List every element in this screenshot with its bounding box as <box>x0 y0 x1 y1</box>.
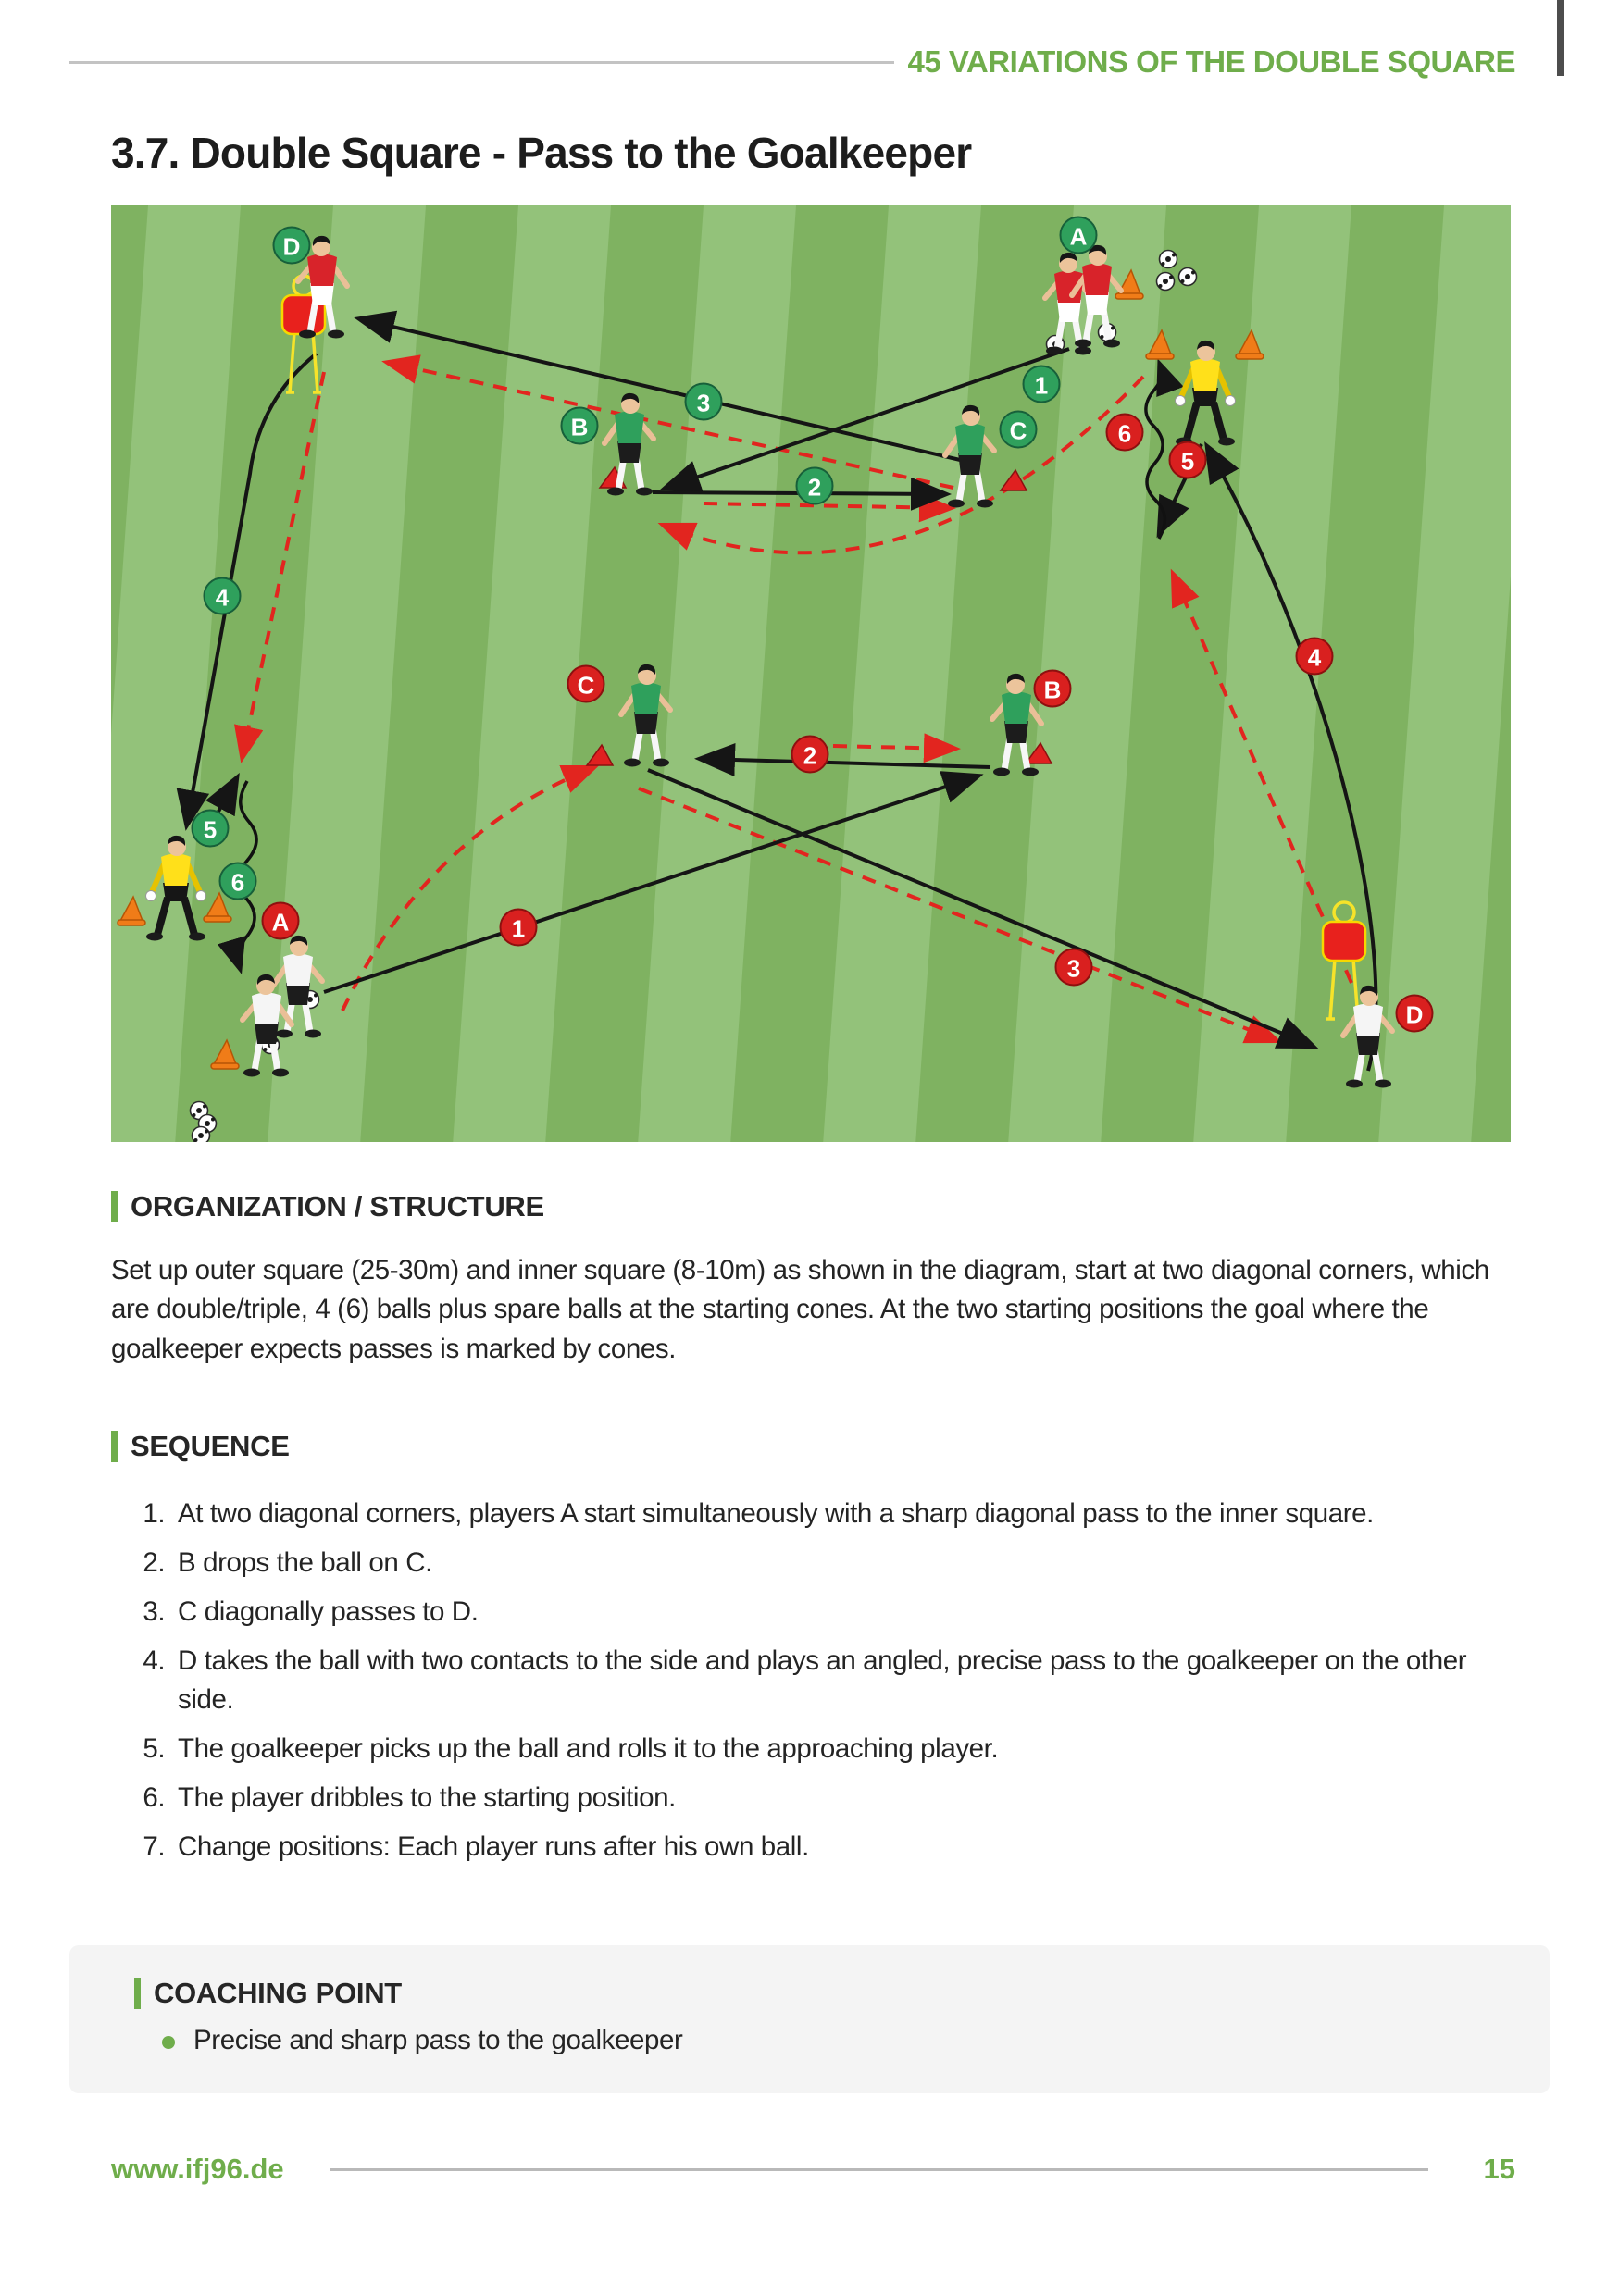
diagram-marker-red-A: A <box>262 902 300 940</box>
diagram-marker-green-A: A <box>1060 217 1098 254</box>
coaching-heading: COACHING POINT <box>154 1977 402 2010</box>
organization-body: Set up outer square (25-30m) and inner square (8-10m) as shown in the diagram, start at two diagonal corners, which are double/triple, 4 (6) balls plus spare balls at the starting cones. At the two starting positions the goal where the goalkeeper expects passes is marked by cones. <box>111 1255 1489 1364</box>
sequence-step: 6. The player dribbles to the starting position. <box>172 1779 1509 1818</box>
organization-heading-row <box>111 1190 1509 1223</box>
sequence-heading: SEQUENCE <box>131 1430 290 1463</box>
coaching-bullet <box>162 2025 1513 2056</box>
footer-rule <box>330 2168 1428 2171</box>
bullet-dot-icon <box>162 2036 175 2049</box>
page-title: 3.7. Double Square - Pass to the Goalkeeper <box>111 129 972 177</box>
pitch-background <box>111 205 1511 1142</box>
diagram-marker-red-D: D <box>1396 995 1434 1033</box>
diagram-marker-green-6: 6 <box>219 863 257 900</box>
footer-page-number: 15 <box>1483 2153 1515 2186</box>
footer-website: www.ifj96.de <box>111 2153 284 2186</box>
sequence-step: 2. B drops the ball on C. <box>172 1544 1509 1582</box>
coaching-heading-row <box>134 1977 1513 2010</box>
drill-diagram <box>111 205 1511 1142</box>
sequence-step: 4. D takes the ball with two contacts to the side and plays an angled, precise pass to the goalkeeper on the other side. <box>172 1642 1509 1719</box>
diagram-marker-red-3: 3 <box>1055 949 1093 987</box>
diagram-marker-green-C: C <box>1000 411 1038 449</box>
diagram-marker-red-5: 5 <box>1169 441 1207 479</box>
section-sequence <box>111 1430 1509 1866</box>
sequence-step: 7. Change positions: Each player runs after his own ball. <box>172 1828 1509 1867</box>
running-title: 45 VARIATIONS OF THE DOUBLE SQUARE <box>907 44 1515 79</box>
sequence-list <box>111 1495 1509 1866</box>
diagram-marker-green-4: 4 <box>204 577 242 615</box>
coaching-bullet-list <box>134 2025 1513 2056</box>
diagram-marker-red-B: B <box>1034 670 1072 708</box>
organization-heading: ORGANIZATION / STRUCTURE <box>131 1190 544 1222</box>
accent-bar <box>111 1191 118 1222</box>
page-header <box>0 0 1619 80</box>
diagram-marker-red-1: 1 <box>500 909 538 947</box>
coaching-bullet-text: Precise and sharp pass to the goalkeeper <box>193 2025 683 2056</box>
section-organization <box>111 1190 1509 1369</box>
sequence-heading-row <box>111 1430 1509 1463</box>
accent-bar <box>134 1978 141 2009</box>
sequence-step: 1. At two diagonal corners, players A start simultaneously with a sharp diagonal pass to the inner square. <box>172 1495 1509 1533</box>
diagram-marker-red-C: C <box>567 665 605 703</box>
sequence-step: 5. The goalkeeper picks up the ball and rolls it to the approaching player. <box>172 1730 1509 1769</box>
diagram-marker-red-6: 6 <box>1106 414 1144 452</box>
diagram-marker-green-5: 5 <box>192 810 230 848</box>
diagram-marker-red-4: 4 <box>1296 638 1334 676</box>
header-rule <box>69 61 894 64</box>
diagram-marker-red-2: 2 <box>791 736 829 774</box>
coaching-point-box <box>69 1945 1550 2093</box>
pitch-illustration <box>111 205 1511 1142</box>
diagram-marker-green-2: 2 <box>796 467 834 505</box>
diagram-marker-green-B: B <box>561 407 599 445</box>
diagram-marker-green-D: D <box>273 227 311 265</box>
diagram-marker-green-1: 1 <box>1023 366 1061 403</box>
page-corner-tab <box>1557 0 1564 76</box>
accent-bar <box>111 1431 118 1462</box>
diagram-marker-green-3: 3 <box>685 383 723 421</box>
sequence-step: 3. C diagonally passes to D. <box>172 1593 1509 1632</box>
page-footer <box>111 2153 1515 2241</box>
